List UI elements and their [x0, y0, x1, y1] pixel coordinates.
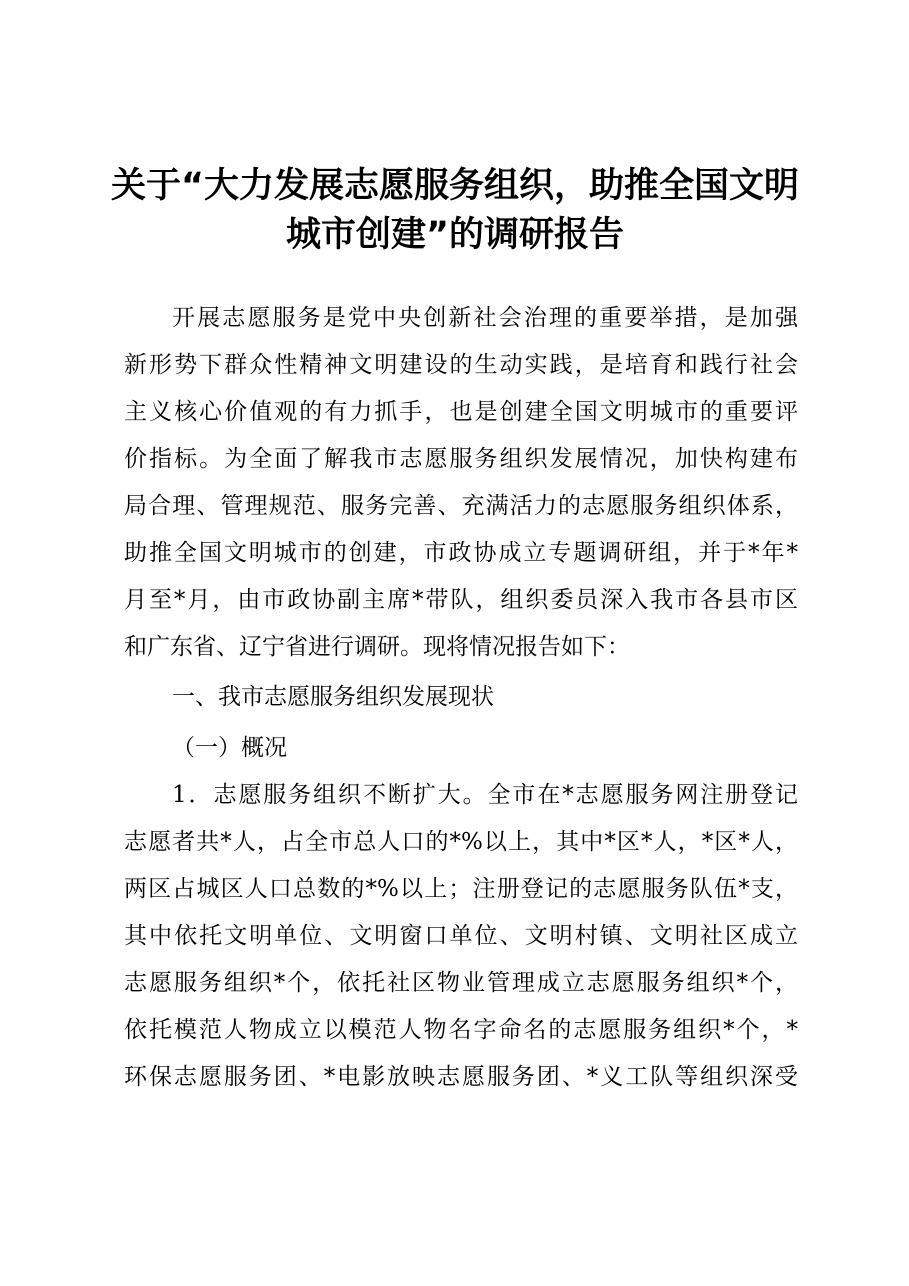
- paragraph-line: 月至*月，由市政协副主席*带队，组织委员深入我市各县市区: [124, 587, 798, 613]
- paragraph-line: 价指标。为全面了解我市志愿服务组织发展情况，加快构建布: [124, 446, 798, 472]
- paragraph-line: 两区占城区人口总数的*%以上；注册登记的志愿服务队伍*支，: [124, 876, 798, 902]
- paragraph-line: 新形势下群众性精神文明建设的生动实践，是培育和践行社会: [124, 352, 798, 378]
- subsection-heading: （一）概况: [172, 735, 287, 761]
- document-title-line-1: 关于“大力发展志愿服务组织，助推全国文明: [110, 166, 799, 206]
- paragraph-line: 志愿者共*人，占全市总人口的*%以上，其中*区*人，*区*人，: [124, 829, 798, 855]
- paragraph-line: 志愿服务组织*个，依托社区物业管理成立志愿服务组织*个，: [124, 970, 798, 996]
- section-heading: 一、我市志愿服务组织发展现状: [172, 684, 494, 710]
- paragraph-line: 1．志愿服务组织不断扩大。全市在*志愿服务网注册登记: [172, 782, 798, 808]
- document-title-line-2: 城市创建”的调研报告: [285, 215, 624, 255]
- paragraph-line: 开展志愿服务是党中央创新社会治理的重要举措，是加强: [172, 305, 798, 331]
- paragraph-line: 依托模范人物成立以模范人物名字命名的志愿服务组织*个，*: [124, 1017, 798, 1043]
- paragraph-line: 环保志愿服务团、*电影放映志愿服务团、*义工队等组织深受: [124, 1064, 798, 1090]
- paragraph-line: 其中依托文明单位、文明窗口单位、文明村镇、文明社区成立: [124, 923, 798, 949]
- paragraph-line: 主义核心价值观的有力抓手，也是创建全国文明城市的重要评: [124, 399, 798, 425]
- paragraph-line: 和广东省、辽宁省进行调研。现将情况报告如下：: [124, 634, 630, 660]
- paragraph-line: 局合理、管理规范、服务完善、充满活力的志愿服务组织体系，: [124, 493, 798, 519]
- paragraph-line: 助推全国文明城市的创建，市政协成立专题调研组，并于*年*: [124, 540, 798, 566]
